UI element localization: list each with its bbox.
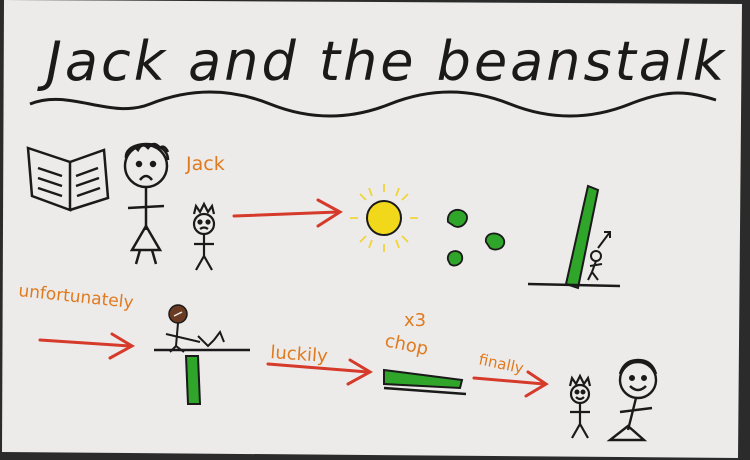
chop-count: x3: [404, 310, 427, 331]
jack-label: Jack: [186, 153, 225, 175]
luckily-label: luckily: [269, 342, 329, 367]
unfortunately-label: unfortunately: [17, 281, 135, 314]
finally-label: finally: [477, 350, 526, 378]
chop-label: chop: [382, 330, 431, 360]
page-title: Jack and the beanstalk: [46, 30, 728, 93]
